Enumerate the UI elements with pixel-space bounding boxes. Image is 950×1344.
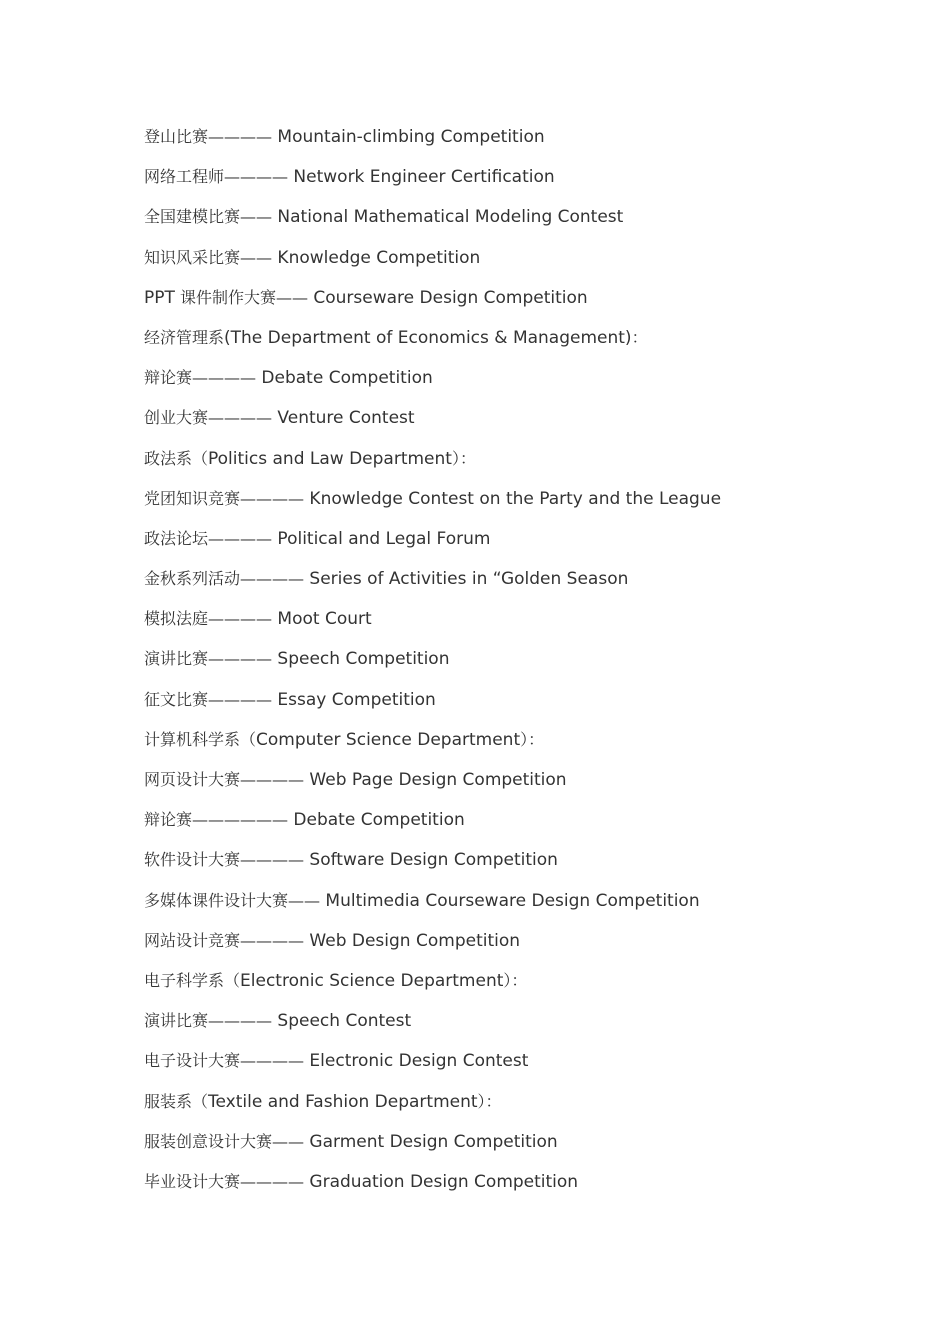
list-item [144,928,904,968]
chinese-text: 政法系（ [144,448,209,468]
list-item [144,365,904,405]
list-item [144,1008,904,1048]
list-item [144,285,904,325]
english-text: Venture Contest [272,408,415,429]
list-item [144,807,904,847]
chinese-text: 征文比赛———— [144,689,273,709]
english-text: PPT [144,287,175,308]
list-item [144,245,904,285]
chinese-text: 电子设计大赛———— [144,1051,305,1071]
english-text: Electronic Science Department [240,970,504,991]
department-heading [144,1089,904,1129]
list-item [144,646,904,686]
chinese-text: 电子科学系（ [144,970,241,990]
chinese-text: 知识风采比赛—— [144,247,273,267]
chinese-text: 多媒体课件设计大赛—— [144,890,321,910]
punctuation: ）： [451,448,476,468]
list-item [144,204,904,244]
english-text: Speech Competition [272,649,450,670]
english-text: Political and Legal Forum [272,528,491,549]
chinese-text: 网页设计大赛———— [144,770,305,789]
punctuation: ）： [503,970,528,990]
list-item [144,526,904,566]
english-text: Debate Competition [288,810,465,831]
chinese-text: 服装系（ [144,1091,209,1111]
list-item [144,888,904,928]
chinese-text: 经济管理系 [144,327,225,347]
chinese-text: 模拟法庭———— [144,609,273,629]
english-text: (The Department of Economics & Management) [224,327,632,348]
competition-list [144,124,904,1209]
list-item [144,687,904,727]
list-item [144,606,904,646]
list-item [144,566,904,606]
punctuation: ）： [520,729,545,749]
english-text: Web Page Design Competition [304,770,567,790]
chinese-text: 网站设计竞赛———— [144,930,305,950]
english-text: Multimedia Courseware Design Competition [320,890,700,911]
list-item [144,164,904,204]
english-text: Computer Science Department [256,729,521,750]
english-text: Debate Competition [256,368,433,389]
chinese-text: 演讲比赛———— [144,649,273,669]
punctuation: ）： [477,1091,502,1111]
chinese-text: 政法论坛———— [144,528,273,548]
chinese-text: 创业大赛———— [144,408,273,428]
chinese-text: 计算机科学系（ [144,729,257,749]
english-text: National Mathematical Modeling Contest [272,207,624,228]
english-text: Knowledge Contest on the Party and the League [304,488,722,509]
chinese-text: 党团知识竞赛———— [144,488,305,508]
chinese-text: 软件设计大赛———— [144,850,305,870]
chinese-text: 网络工程师———— [144,167,289,187]
english-text: Essay Competition [272,689,436,710]
list-item [144,486,904,526]
list-item [144,767,904,807]
chinese-text: 全国建模比赛—— [144,207,273,227]
english-text: Moot Court [272,609,372,630]
list-item [144,847,904,887]
english-text: Network Engineer Certification [288,167,555,188]
english-text: Graduation Design Competition [304,1171,579,1192]
list-item [144,124,904,164]
english-text: Textile and Fashion Department [208,1091,478,1112]
english-text: Series of Activities in “Golden Season [304,569,629,590]
department-heading [144,325,904,365]
english-text: Web Design Competition [304,930,521,951]
list-item [144,1129,904,1169]
department-heading [144,968,904,1008]
chinese-text: 辩论赛———— [144,368,257,388]
chinese-text: 登山比赛———— [144,127,273,146]
chinese-text: 辩论赛—————— [144,810,289,830]
punctuation: ： [631,327,648,347]
english-text: Electronic Design Contest [304,1051,529,1072]
department-heading [144,727,904,767]
english-text: Politics and Law Department [208,448,452,469]
chinese-text: 金秋系列活动———— [144,569,305,589]
list-item [144,1048,904,1088]
chinese-text: 服装创意设计大赛—— [144,1131,305,1151]
english-text: Mountain-climbing Competition [272,127,545,147]
english-text: Software Design Competition [304,850,558,871]
chinese-text: 演讲比赛———— [144,1011,273,1031]
department-heading [144,446,904,486]
chinese-text: 毕业设计大赛———— [144,1171,305,1191]
english-text: Courseware Design Competition [307,287,588,308]
english-text: Speech Contest [272,1011,412,1032]
english-text: Knowledge Competition [272,247,481,268]
list-item [144,405,904,445]
english-text: Garment Design Competition [304,1131,558,1152]
list-item [144,1169,904,1209]
chinese-text: 课件制作大赛—— [174,287,308,307]
